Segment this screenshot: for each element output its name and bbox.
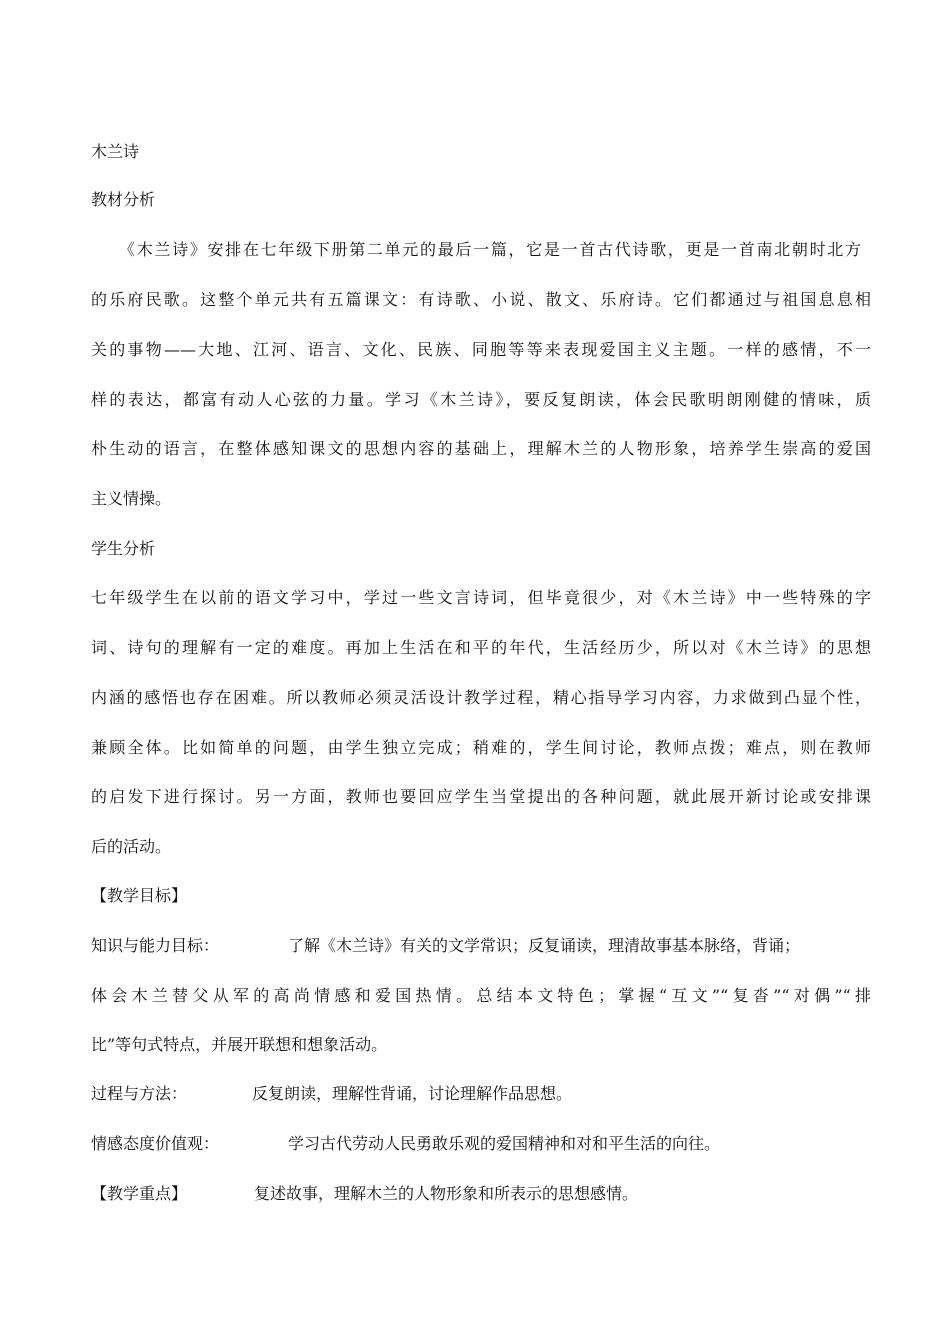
goal-emotion-row: [91, 1134, 871, 1154]
paragraph-line: 《木兰诗》安排在七年级下册第二单元的最后一篇，它是一首古代诗歌，更是一首南北朝时北方: [119, 240, 861, 259]
goal-process-row: [91, 1084, 871, 1104]
goal-knowledge-label: 知识与能力目标：: [91, 936, 220, 955]
heading-teaching-goals: 【教学目标】: [91, 886, 188, 905]
goal-process-value: 反复朗读，理解性背诵，讨论理解作品思想。: [252, 1084, 573, 1103]
paragraph-line: 朴生动的语言，在整体感知课文的思想内容的基础上，理解木兰的人物形象，培养学生崇高的爱国: [91, 439, 871, 458]
paragraph-line: 七年级学生在以前的语文学习中，学过一些文言诗词，但毕竟很少，对《木兰诗》中一些特殊的字: [91, 588, 871, 607]
paragraph-line: 词、诗句的理解有一定的难度。再加上生活在和平的年代，生活经历少，所以对《木兰诗》的思想: [91, 638, 871, 657]
paragraph-line: 内涵的感悟也存在困难。所以教师必须灵活设计教学过程，精心指导学习内容，力求做到凸显个性，: [91, 688, 871, 707]
heading-material-analysis: 教材分析: [91, 190, 156, 209]
paragraph-line: 后的活动。: [91, 837, 172, 856]
key-points-row: [91, 1184, 871, 1204]
document-title: 木兰诗: [91, 142, 140, 161]
key-points-value: 复述故事，理解木兰的人物形象和所表示的思想感情。: [254, 1184, 639, 1203]
paragraph-line: 体会木兰替父从军的高尚情感和爱国热情。总结本文特色；掌握“互文”“复沓”“对偶”“排: [91, 986, 871, 1005]
paragraph-line: 兼顾全体。比如简单的问题，由学生独立完成；稍难的，学生间讨论，教师点拨；难点，则在教师: [91, 738, 871, 757]
goal-knowledge-row: [91, 936, 871, 956]
paragraph-line: 主义情操。: [91, 489, 172, 508]
paragraph-line: 的乐府民歌。这整个单元共有五篇课文：有诗歌、小说、散文、乐府诗。它们都通过与祖国息息相: [91, 290, 871, 309]
paragraph-line: 的启发下进行探讨。另一方面，教师也要回应学生当堂提出的各种问题，就此展开新讨论或安排课: [91, 787, 871, 806]
goal-emotion-label: 情感态度价值观：: [91, 1134, 220, 1153]
paragraph-line: 样的表达，都富有动人心弦的力量。学习《木兰诗》，要反复朗读，体会民歌明朗刚健的情味，质: [91, 390, 871, 409]
heading-student-analysis: 学生分析: [91, 539, 156, 558]
goal-process-label: 过程与方法：: [91, 1084, 188, 1103]
goal-knowledge-value: 了解《木兰诗》有关的文学常识；反复诵读，理清故事基本脉络，背诵；: [288, 936, 801, 955]
heading-key-points: 【教学重点】: [91, 1184, 188, 1203]
paragraph-line: 比”等句式特点，并展开联想和想象活动。: [91, 1035, 388, 1054]
paragraph-line: 关的事物——大地、江河、语言、文化、民族、同胞等等来表现爱国主义主题。一样的感情，不一: [91, 340, 871, 359]
goal-emotion-value: 学习古代劳动人民勇敢乐观的爱国精神和对和平生活的向往。: [288, 1134, 721, 1153]
